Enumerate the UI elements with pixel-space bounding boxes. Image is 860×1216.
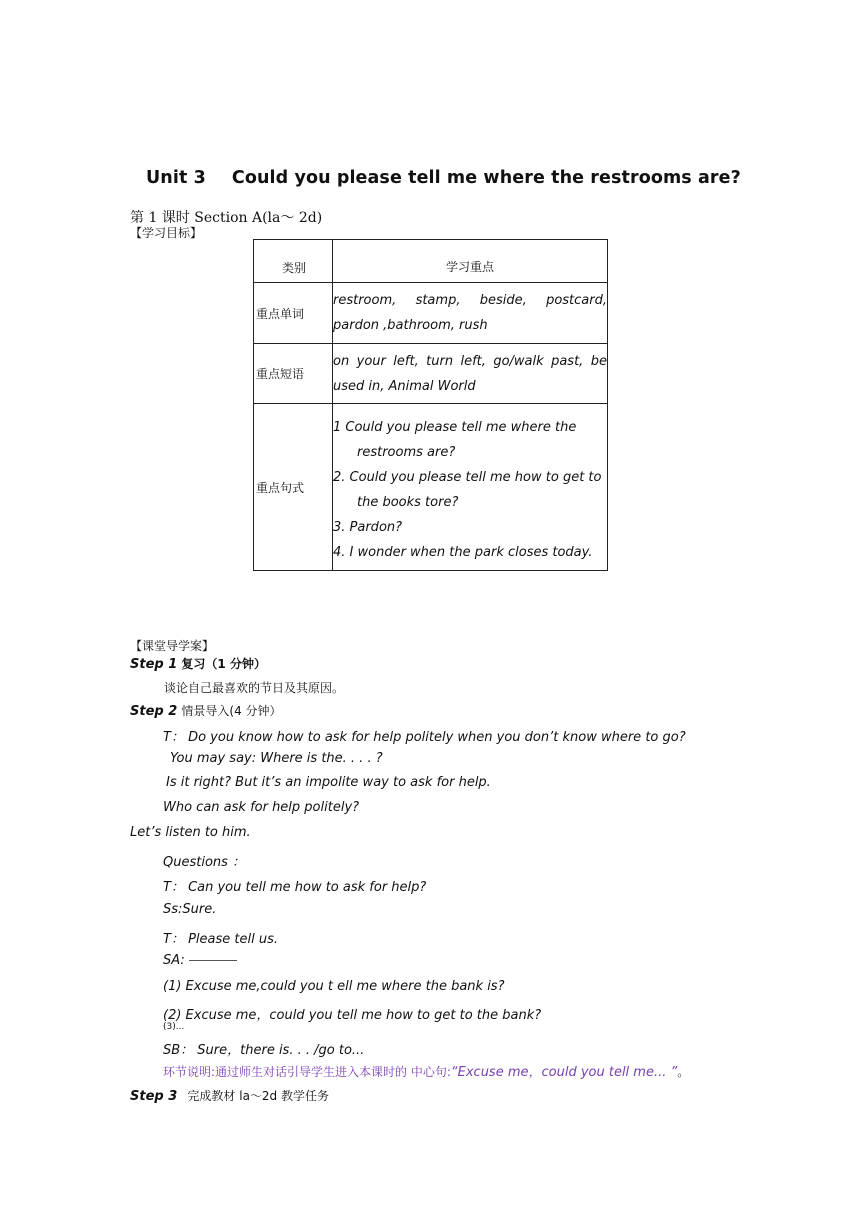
step3-label: Step 3 [130,1089,178,1104]
question-line: T： Please tell us. [163,932,278,947]
answer-blank [189,960,237,961]
phrases-line-2: used in, Animal World [333,378,476,394]
lesson-line: 第 1 课时 Section A(la～ 2d) [130,210,323,226]
words-content [333,283,608,344]
step3-title: 完成教材 la～2d 教学任务 [187,1089,329,1103]
title-question: Could you please tell me where the restrooms are? [231,168,741,188]
note-prefix: 环节说明:通过师生对话引导学生进入本课时的 中心句: [163,1065,451,1079]
phrases-row [254,344,608,404]
option-line: (3)... [163,1022,185,1032]
step2-line: Is it right? But it’s an impolite way to ask for help. [166,775,491,790]
words-row [254,283,608,344]
goals-label: 【学习目标】 [130,226,203,240]
question-line: Ss:Sure. [163,902,217,917]
words-line-2: pardon ,bathroom, rush [333,318,488,333]
questions-label: Questions ： [163,855,246,870]
step1-label: Step 1 [130,657,178,672]
sentence-line: 1 Could you please tell me where the [333,420,577,435]
section-note [163,1061,689,1080]
step1-heading [130,655,266,672]
sentence-line: 3. Pardon? [333,520,403,535]
sentence-line: 4. I wonder when the park closes today. [333,545,593,560]
note-key-sentence: “Excuse me，could you tell me... ” [450,1065,678,1080]
step2-line: You may say: Where is the. . . . ? [170,751,383,766]
step3-heading [130,1087,329,1104]
note-suffix: 。 [677,1065,690,1079]
header-category: 类别 [254,240,333,283]
sentence-line: the books tore? [357,495,459,510]
classroom-label: 【课堂导学案】 [130,639,215,653]
header-focus: 学习重点 [333,240,608,283]
sa-label: SA: [163,953,185,968]
phrases-label: 重点短语 [254,344,333,404]
question-line: T： Can you tell me how to ask for help? [163,880,427,895]
step2-line: Who can ask for help politely? [163,800,360,815]
listen-line: Let’s listen to him. [130,825,251,840]
step2-title: 情景导入(4 分钟） [181,704,282,718]
document-title [146,168,741,188]
sentences-label: 重点句式 [254,404,333,571]
step1-text: 谈论自己最喜欢的节日及其原因。 [164,681,345,695]
goals-table [253,239,608,571]
option-line: (1) Excuse me,could you t ell me where the bank is? [163,979,505,994]
words-label: 重点单词 [254,283,333,344]
phrases-line-1: on your left, turn left, go/walk past, be [333,353,607,369]
sentence-line: restrooms are? [357,445,456,460]
step1-title: 复习（1 分钟） [181,657,266,671]
sentences-content [333,404,608,571]
sentences-row [254,404,608,571]
sentence-line: 2. Could you please tell me how to get to [333,470,602,485]
step2-line: T： Do you know how to ask for help politely when you don’t know where to go? [163,730,686,745]
words-line-1: restroom, stamp, beside, postcard, [333,293,607,308]
goals-header-row [254,240,608,283]
unit-label: Unit 3 [146,168,206,188]
sb-line: SB： Sure，there is. . . /go to... [163,1043,365,1058]
step2-heading [130,702,282,719]
step2-label: Step 2 [130,704,178,719]
sa-line [163,953,237,968]
phrases-content [333,344,608,404]
option-line: (2) Excuse me，could you tell me how to get to the bank? [163,1008,542,1023]
